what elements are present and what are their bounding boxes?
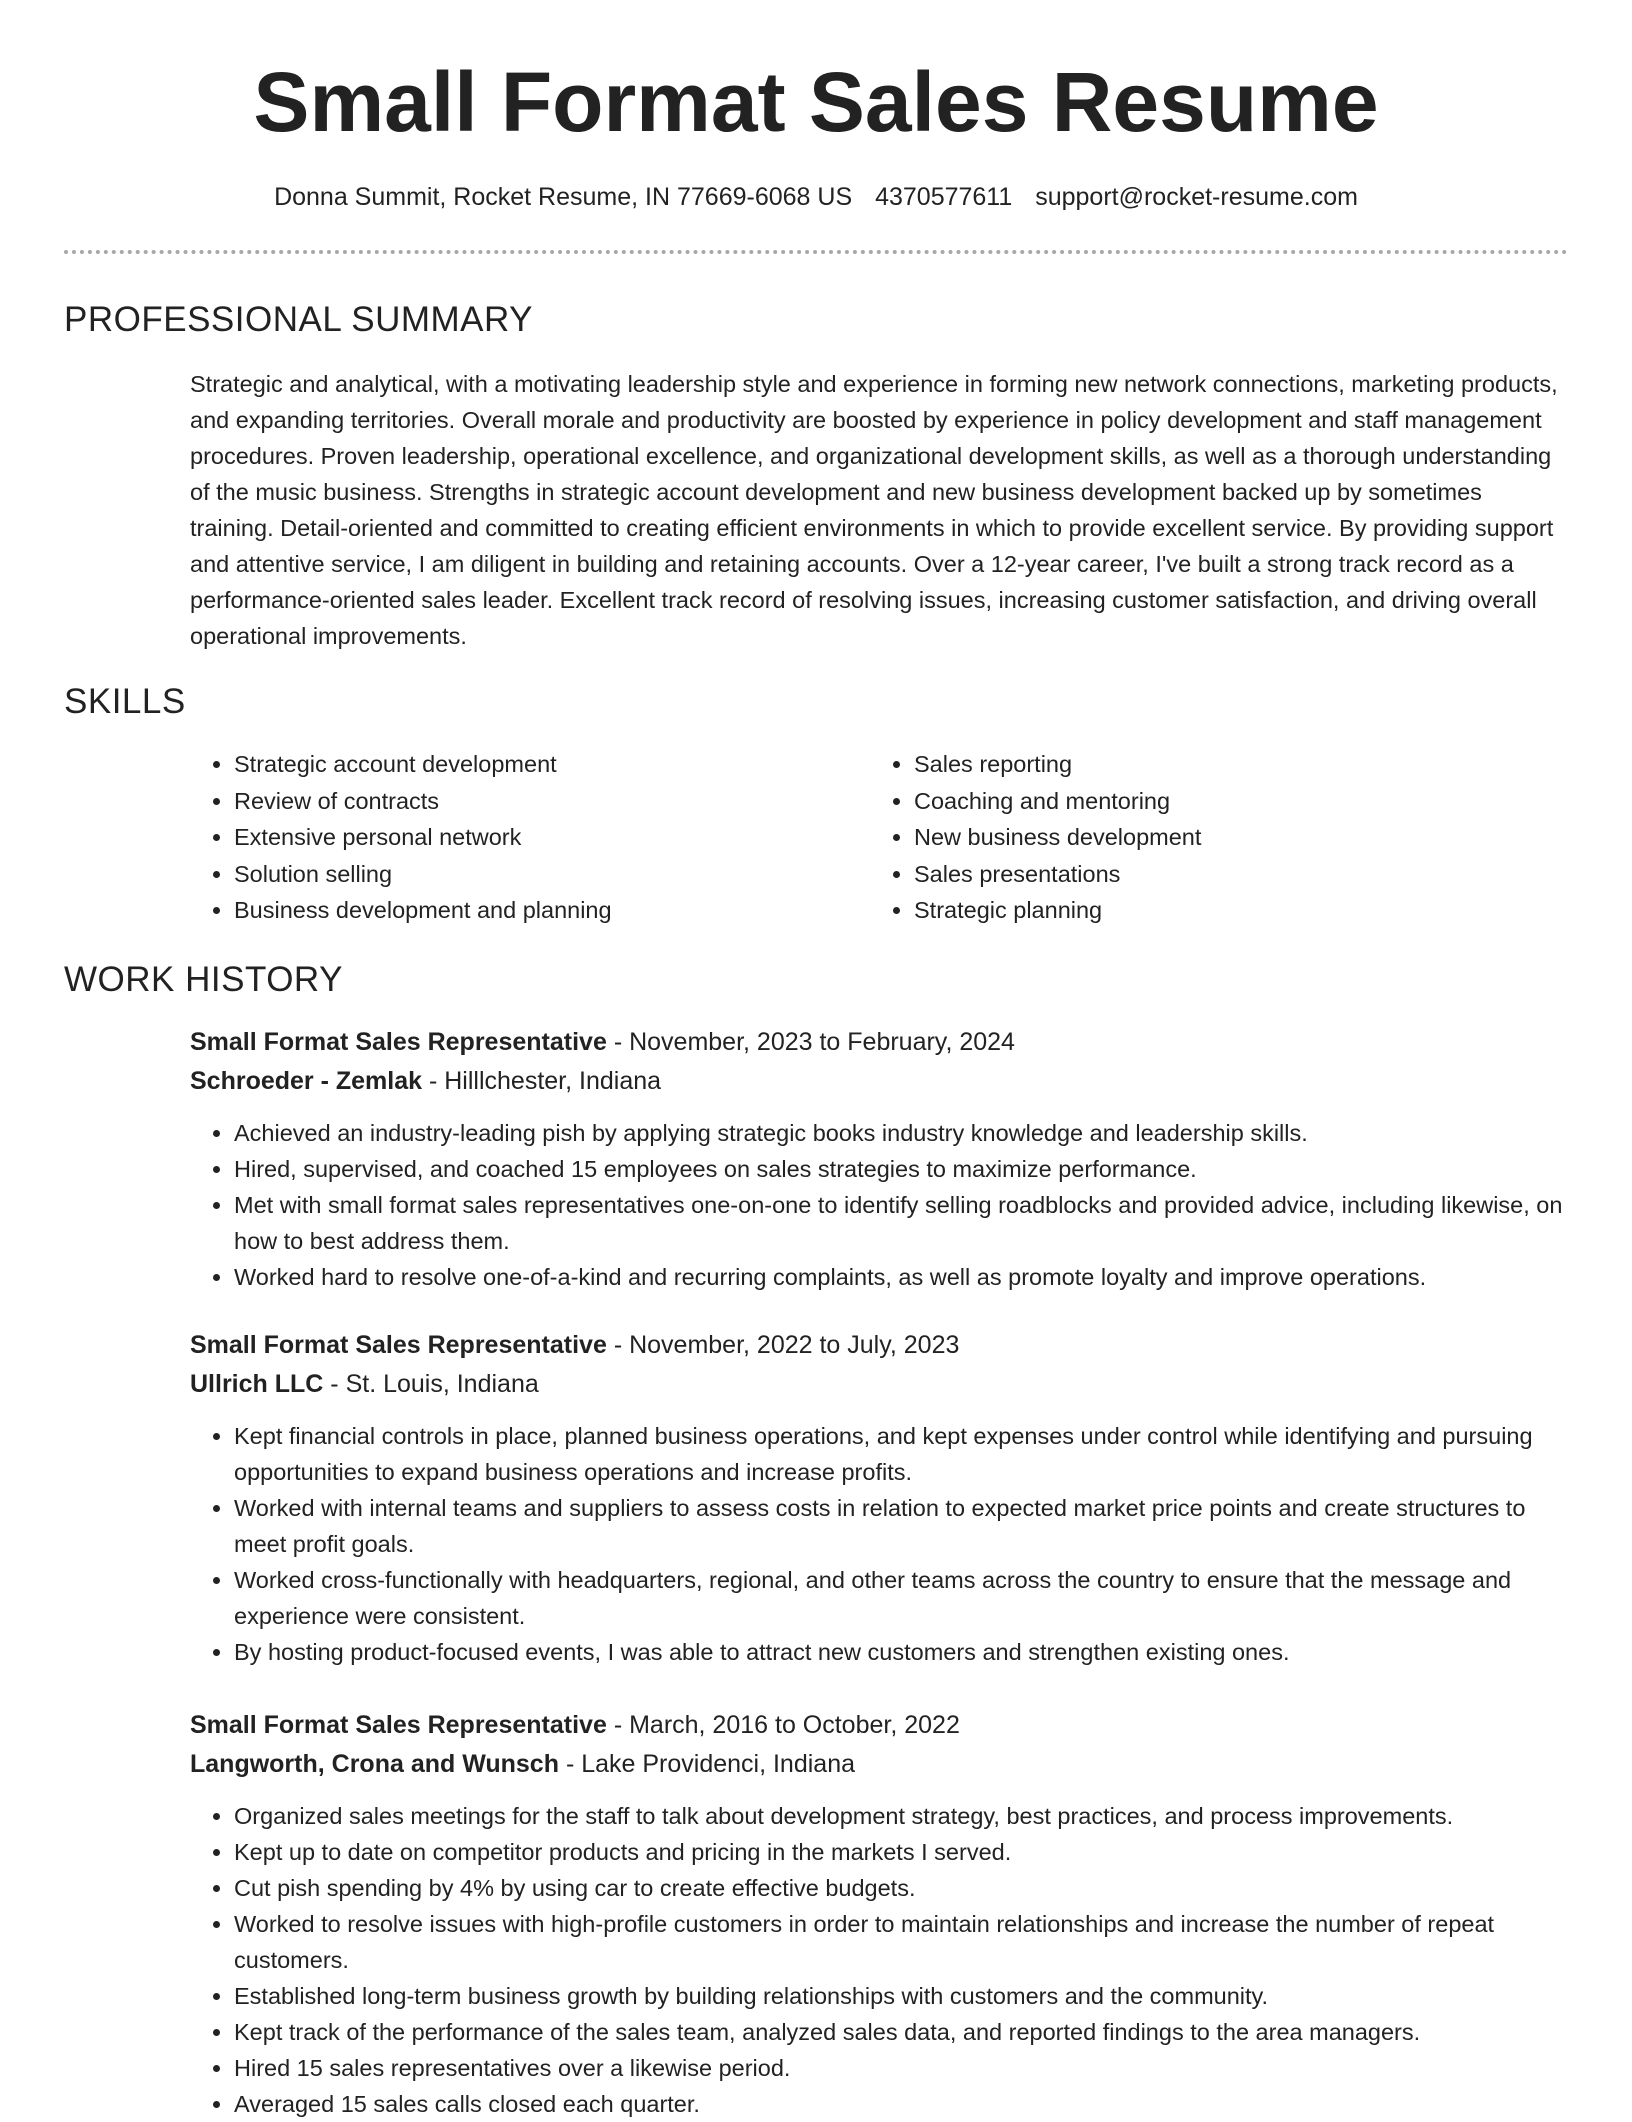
job-bullet: • Averaged 15 sales calls closed each quarter. [234,2086,1570,2122]
contact-email: support@rocket-resume.com [1035,183,1358,211]
job-bullet: • Organized sales meetings for the staff to talk about development strategy, best practices, and process improvements. [234,1798,1570,1834]
skill-item: • Sales reporting [914,746,1550,783]
section-title-skills: SKILLS [64,682,186,721]
job-location: - Hilllchester, Indiana [428,1067,662,1095]
job-title-line [190,1706,1570,1745]
job-bullet: • Kept track of the performance of the sales team, analyzed sales data, and reported findings to the area managers. [234,2014,1570,2050]
job-title: Small Format Sales Representative [190,1331,607,1359]
skills-column-right [870,746,1550,929]
job-bullet: • Kept financial controls in place, planned business operations, and kept expenses under control while identifying and pursuing opportunities to expand business operations and increase profits. [234,1418,1570,1490]
job-bullets [190,1418,1570,1670]
contact-phone: 4370577611 [875,183,1013,211]
job-entry [190,1023,1570,1295]
job-company-line [190,1365,1570,1404]
job-bullet: • Worked hard to resolve one-of-a-kind and recurring complaints, as well as promote loyalty and improve operations. [234,1259,1570,1295]
skill-item: • Business development and planning [234,892,870,929]
job-bullet: • Met with small format sales representatives one-on-one to identify selling roadblocks and provided advice, including likewise, on how to best address them. [234,1187,1570,1259]
job-dates: - November, 2022 to July, 2023 [613,1331,960,1359]
job-company-line [190,1062,1570,1101]
section-title-work-history: WORK HISTORY [64,960,343,999]
professional-summary: Strategic and analytical, with a motivating leadership style and experience in forming new network connections, marketing products, and expanding territories. Overall morale and productivity are boosted by experience in policy development and staff management procedures. Proven leadership, operational excellence, and organizational development skills, as well as a thorough understanding of the music business. Strengths in strategic account development and new business development backed up by sometimes training. Detail-oriented and committed to creating efficient environments in which to provide excellent service. By providing support and attentive service, I am diligent in building and retaining accounts. Over a 12-year career, I've built a strong track record as a performance-oriented sales leader. Excellent track record of resolving issues, increasing customer satisfaction, and driving overall operational improvements. [190,371,1558,649]
skill-item: • Coaching and mentoring [914,783,1550,820]
job-entry [190,1706,1570,2122]
contact-address: Donna Summit, Rocket Resume, IN 77669-6068 US [274,183,853,211]
job-company: Ullrich LLC [190,1370,324,1398]
job-bullets [190,1115,1570,1295]
job-company: Langworth, Crona and Wunsch [190,1750,559,1778]
job-bullet: • Established long-term business growth by building relationships with customers and the community. [234,1978,1570,2014]
skills-column-left [190,746,870,929]
job-location: - St. Louis, Indiana [330,1370,539,1398]
job-title: Small Format Sales Representative [190,1028,607,1056]
header-divider [64,250,1568,254]
job-bullet: • Worked cross-functionally with headquarters, regional, and other teams across the country to ensure that the message and experience were consistent. [234,1562,1570,1634]
job-title-line [190,1326,1570,1365]
job-title: Small Format Sales Representative [190,1711,607,1739]
job-bullet: • Hired, supervised, and coached 15 employees on sales strategies to maximize performance. [234,1151,1570,1187]
job-dates: - March, 2016 to October, 2022 [613,1711,960,1739]
skills-list [190,746,1570,929]
resume-title: Small Format Sales Resume [253,55,1379,149]
job-bullet: • Hired 15 sales representatives over a likewise period. [234,2050,1570,2086]
skill-item: • Strategic planning [914,892,1550,929]
job-title-line [190,1023,1570,1062]
job-bullet: • Worked to resolve issues with high-profile customers in order to maintain relationships and increase the number of repeat customers. [234,1906,1570,1978]
skill-item: • Strategic account development [234,746,870,783]
contact-line [0,180,1632,214]
skill-item: • Sales presentations [914,856,1550,893]
skill-item: • New business development [914,819,1550,856]
job-location: - Lake Providenci, Indiana [565,1750,855,1778]
job-bullet: • Achieved an industry-leading pish by applying strategic books industry knowledge and leadership skills. [234,1115,1570,1151]
job-bullet: • Kept up to date on competitor products and pricing in the markets I served. [234,1834,1570,1870]
skill-item: • Review of contracts [234,783,870,820]
job-company-line [190,1745,1570,1784]
job-bullet: • Worked with internal teams and suppliers to assess costs in relation to expected market price points and create structures to meet profit goals. [234,1490,1570,1562]
section-title-summary: PROFESSIONAL SUMMARY [64,300,533,339]
job-company: Schroeder - Zemlak [190,1067,423,1095]
skill-item: • Solution selling [234,856,870,893]
skill-item: • Extensive personal network [234,819,870,856]
job-bullet: • Cut pish spending by 4% by using car to create effective budgets. [234,1870,1570,1906]
job-bullets [190,1798,1570,2122]
job-entry [190,1326,1570,1670]
job-bullet: • By hosting product-focused events, I was able to attract new customers and strengthen existing ones. [234,1634,1570,1670]
job-dates: - November, 2023 to February, 2024 [613,1028,1015,1056]
